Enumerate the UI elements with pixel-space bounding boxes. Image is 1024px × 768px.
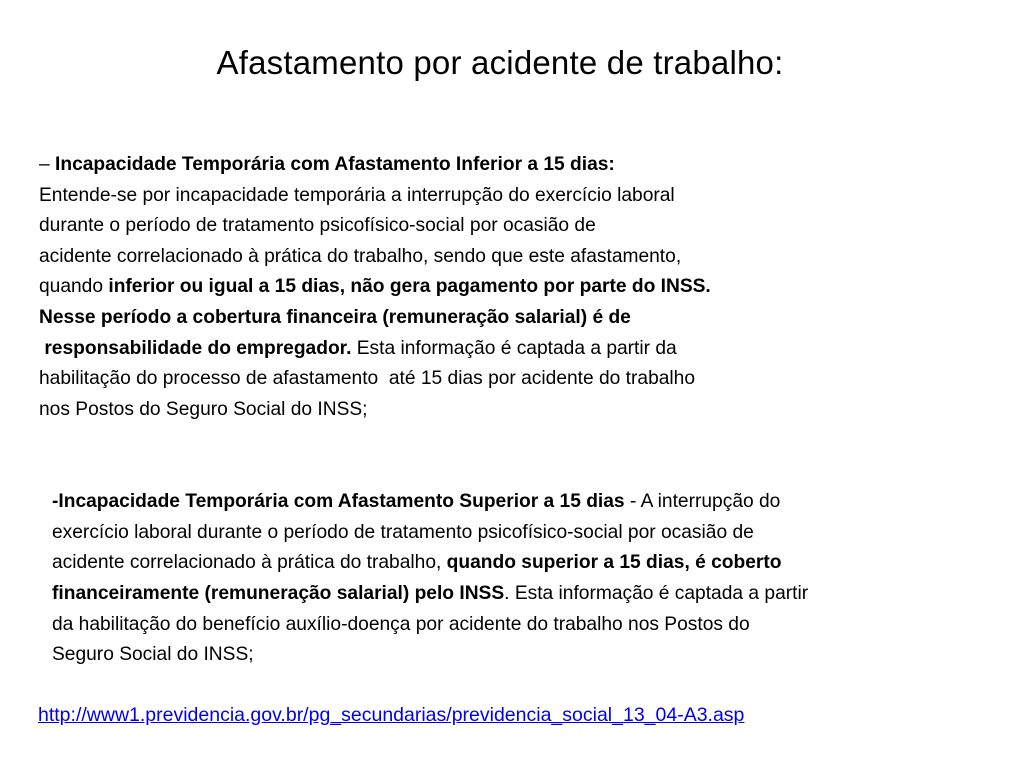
- section1-heading-line: [39, 150, 711, 181]
- section2-line-4: [52, 579, 808, 610]
- section2-line-4-emphasis: financeiramente (remuneração salarial) pelo INSS: [52, 583, 505, 605]
- section1-line-7-text: Esta informação é captada a partir da: [351, 337, 677, 359]
- section1-line-7-emphasis: responsabilidade do empregador.: [39, 337, 352, 359]
- section1-line-3: durante o período de tratamento psicofísico-social por ocasião de: [39, 215, 596, 237]
- section2-line-4-text: . Esta informação é captada a partir: [504, 583, 809, 605]
- section2-line-3-emphasis: quando superior a 15 dias, é coberto: [446, 552, 782, 574]
- section1-heading: Incapacidade Temporária com Afastamento Inferior a 15 dias:: [55, 154, 615, 175]
- section1-line-8: habilitação do processo de afastamento até 15 dias por acidente do trabalho: [39, 368, 696, 390]
- slide-title: Afastamento por acidente de trabalho:: [216, 44, 784, 81]
- section1-line-5: [39, 272, 711, 303]
- section-inferior-15-dias: [39, 150, 711, 425]
- section2-line-6: Seguro Social do INSS;: [52, 644, 254, 666]
- section1-line-5-emphasis: inferior ou igual a 15 dias, não gera pagamento por parte do INSS.: [108, 276, 711, 298]
- section1-line-5-text: quando: [39, 276, 109, 298]
- section1-line-6: [39, 303, 711, 334]
- section2-line-3: [52, 548, 808, 579]
- section1-line-6-emphasis: Nesse período a cobertura financeira (remuneração salarial) é de: [39, 306, 631, 328]
- section1-line-2: Entende-se por incapacidade temporária a interrupção do exercício laboral: [39, 184, 675, 206]
- section2-line-2: exercício laboral durante o período de tratamento psicofísico-social por ocasião de: [52, 521, 754, 543]
- section-superior-15-dias: [52, 487, 808, 671]
- section2-line-5: da habilitação do benefício auxílio-doença por acidente do trabalho nos Postos do: [52, 613, 750, 635]
- section1-dash: –: [39, 154, 56, 175]
- section1-line-4: acidente correlacionado à prática do trabalho, sendo que este afastamento,: [39, 245, 682, 267]
- section2-line-1-text: - A interrupção do: [624, 491, 781, 512]
- section2-line-1: [52, 487, 808, 518]
- section2-heading: -Incapacidade Temporária com Afastamento Superior a 15 dias: [52, 491, 625, 512]
- section2-line-3-text: acidente correlacionado à prática do trabalho,: [52, 552, 447, 574]
- source-link[interactable]: http://www1.previdencia.gov.br/pg_secundarias/previdencia_social_13_04-A3.asp: [38, 704, 745, 726]
- section1-line-9: nos Postos do Seguro Social do INSS;: [39, 398, 368, 420]
- section1-line-7: [39, 334, 711, 365]
